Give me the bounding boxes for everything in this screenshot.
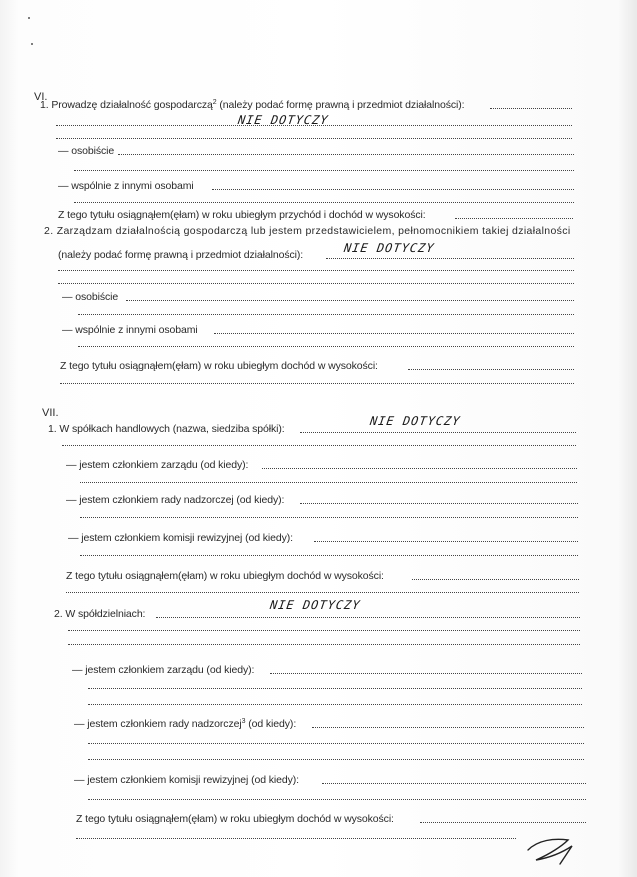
- vii-item2-dotline: [88, 743, 584, 744]
- vi-item1-dotline: [56, 138, 572, 139]
- vi-item1-dotline: [212, 189, 574, 190]
- vii-item2-dotline: [88, 759, 584, 760]
- vii-item2-dotline: [420, 822, 586, 823]
- vii-item1-board-label: — jestem członkiem zarządu (od kiedy):: [66, 459, 249, 471]
- vi-item2-dotline: [408, 369, 574, 370]
- vii-item2-handwritten-answer: NIE DOTYCZY: [269, 598, 362, 612]
- vii-item1-dotline: [262, 468, 577, 469]
- vi-item2-text-line2: (należy podać formę prawną i przedmiot działalności):: [58, 249, 304, 261]
- vii-item2-dotline: [322, 783, 586, 784]
- vii-item1-handwritten-answer: NIE DOTYCZY: [369, 414, 462, 428]
- vii-item2-dotline: [156, 617, 580, 618]
- vii-item1-dotline: [62, 445, 576, 446]
- vi-item1-dotline: [74, 202, 574, 203]
- vii-item2-dotline: [88, 799, 586, 800]
- vi-item1-dotline: [118, 154, 574, 155]
- vi-item2-personal-label: — osobiście: [62, 291, 119, 303]
- scan-speck: [31, 43, 33, 45]
- vii-item2-dotline: [270, 673, 582, 674]
- vi-item1-dotline: [56, 125, 572, 126]
- vii-item2-audit-label: — jestem członkiem komisji rewizyjnej (od kiedy):: [74, 774, 299, 786]
- vii-item2-dotline: [68, 630, 580, 631]
- vi-item2-dotline: [58, 270, 574, 271]
- vii-item1-dotline: [300, 432, 576, 433]
- vii-item1-audit-label: — jestem członkiem komisji rewizyjnej (od kiedy):: [68, 532, 293, 544]
- vii-item1-dotline: [80, 555, 578, 556]
- vi-item1-dotline: [490, 108, 572, 109]
- vii-item2-supervisory-label: — jestem członkiem rady nadzorczej$^3$ (od kiedy):: [74, 718, 297, 730]
- vii-item1-text: 1. W spółkach handlowych (nazwa, siedziba spółki):: [48, 423, 285, 435]
- vii-item2-income-label: Z tego tytułu osiągnąłem(ęłam) w roku ubiegłym dochód w wysokości:: [76, 813, 394, 825]
- vi-item1-text: 1. Prowadzę działalność gospodarczą$^2$ (należy podać formę prawną i przedmiot działalności):: [40, 99, 465, 111]
- vii-item1-income-label: Z tego tytułu osiągnąłem(ęłam) w roku ubiegłym dochód w wysokości:: [66, 570, 384, 582]
- vi-item2-income-label: Z tego tytułu osiągnąłem(ęłam) w roku ubiegłym dochód w wysokości:: [60, 360, 378, 372]
- vii-item2-board-label: — jestem członkiem zarządu (od kiedy):: [72, 664, 255, 676]
- vii-item2-text: 2. W spółdzielniach:: [54, 608, 146, 620]
- vii-item1-dotline: [80, 482, 577, 483]
- vi-item1-dotline: [74, 170, 574, 171]
- vi-item1-joint-label: — wspólnie z innymi osobami: [58, 180, 194, 192]
- vii-item2-dotline: [76, 838, 516, 839]
- signature-initials: [524, 834, 580, 866]
- vii-item2-dotline: [312, 727, 584, 728]
- vi-item2-dotline: [60, 383, 574, 384]
- vi-item2-dotline: [126, 300, 574, 301]
- vii-item2-dotline: [88, 704, 582, 705]
- vi-item2-dotline: [326, 258, 574, 259]
- vii-item1-supervisory-label: — jestem członkiem rady nadzorczej (od kiedy):: [66, 494, 285, 506]
- vi-item2-dotline: [78, 314, 574, 315]
- vi-item2-dotline: [58, 283, 574, 284]
- vii-item1-dotline: [412, 579, 579, 580]
- vi-item1-dotline: [455, 218, 573, 219]
- vii-item1-dotline: [314, 541, 578, 542]
- vi-item2-handwritten-answer: NIE DOTYCZY: [343, 241, 436, 255]
- vii-item1-dotline: [66, 592, 579, 593]
- vi-item2-text-line1: 2. Zarządzam działalnością gospodarczą lub jestem przedstawicielem, pełnomocnikiem takiej działalności: [44, 225, 571, 237]
- scan-speck: [28, 17, 30, 19]
- vii-item2-dotline: [68, 644, 580, 645]
- vii-item2-dotline: [88, 688, 582, 689]
- section-vii-label: VII.: [42, 407, 59, 419]
- vi-item1-personal-label: — osobiście: [58, 145, 115, 157]
- vii-item1-dotline: [80, 517, 578, 518]
- vi-item1-handwritten-answer: NIE DOTYCZY: [237, 113, 330, 127]
- vi-item2-dotline: [78, 346, 574, 347]
- vi-item1-income-label: Z tego tytułu osiągnąłem(ęłam) w roku ubiegłym przychód i dochód w wysokości:: [58, 209, 426, 221]
- vi-item2-joint-label: — wspólnie z innymi osobami: [62, 324, 198, 336]
- vii-item1-dotline: [300, 503, 578, 504]
- section-vi-label: VI.: [34, 91, 48, 103]
- vi-item2-dotline: [214, 333, 574, 334]
